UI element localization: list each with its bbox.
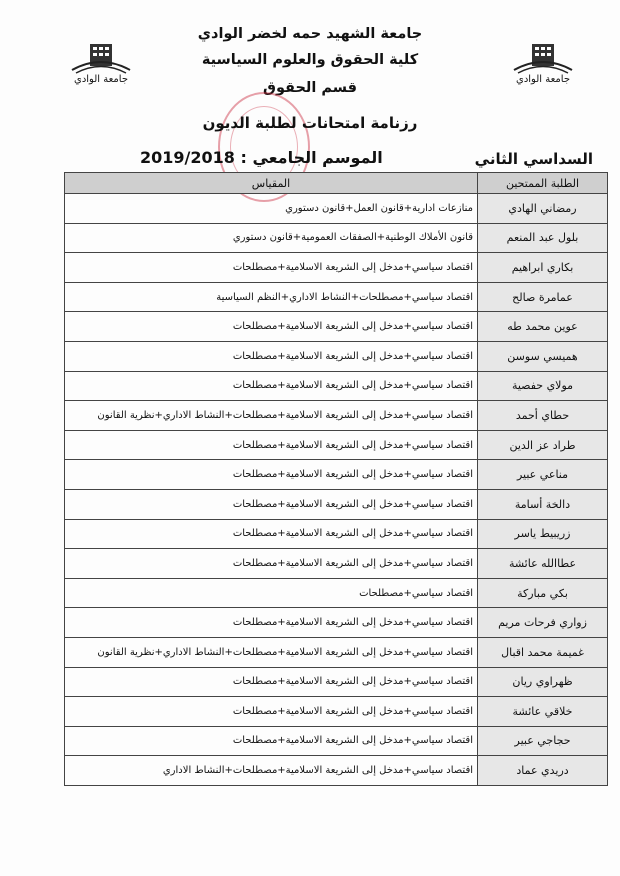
student-name: بكاري ابراهيم (478, 253, 608, 283)
table-header-row (65, 173, 608, 194)
table-row (65, 430, 608, 460)
subjects-cell: اقتصاد سياسي+مدخل إلى الشريعة الاسلامية+مصطلحات (65, 608, 478, 638)
student-name: مناعي عبير (478, 460, 608, 490)
student-name: هميسي سوسن (478, 341, 608, 371)
subjects-cell: اقتصاد سياسي+مدخل إلى الشريعة الاسلامية+مصطلحات+النشاط الاداري+نظرية القانون (65, 637, 478, 667)
faculty-name: كلية الحقوق والعلوم السياسية (201, 52, 419, 68)
student-name: زريبيط ياسر (478, 519, 608, 549)
department-name: قسم الحقوق (262, 80, 358, 96)
students-column-header: الطلبة الممتحين (478, 173, 608, 194)
table-row (65, 401, 608, 431)
subjects-cell: اقتصاد سياسي+مصطلحات (65, 578, 478, 608)
student-name: خلاقي عائشة (478, 697, 608, 727)
table-row (65, 460, 608, 490)
table-row (65, 371, 608, 401)
subjects-cell: اقتصاد سياسي+مدخل إلى الشريعة الاسلامية+مصطلحات+النشاط الاداري+نظرية القانون (65, 401, 478, 431)
table-row (65, 194, 608, 224)
subjects-cell: اقتصاد سياسي+مدخل إلى الشريعة الاسلامية+مصطلحات (65, 430, 478, 460)
subjects-cell: اقتصاد سياسي+مصطلحات+النشاط الاداري+النظم السياسية (65, 282, 478, 312)
student-name: ظهراوي ريان (478, 667, 608, 697)
table-row (65, 341, 608, 371)
subjects-cell: اقتصاد سياسي+مدخل إلى الشريعة الاسلامية+مصطلحات (65, 312, 478, 342)
table-row (65, 312, 608, 342)
university-name: جامعة الشهيد حمه لخضر الوادي (197, 26, 423, 42)
exam-schedule-table (64, 172, 608, 786)
subjects-cell: اقتصاد سياسي+مدخل إلى الشريعة الاسلامية+مصطلحات (65, 726, 478, 756)
student-name: حطاي أحمد (478, 401, 608, 431)
table-row (65, 756, 608, 786)
table-row (65, 519, 608, 549)
subjects-cell: قانون الأملاك الوطنية+الصفقات العمومية+قانون دستوري (65, 223, 478, 253)
subjects-cell: اقتصاد سياسي+مدخل إلى الشريعة الاسلامية+مصطلحات (65, 371, 478, 401)
student-name: عطاالله عائشة (478, 549, 608, 579)
student-name: مولاي حفصية (478, 371, 608, 401)
student-name: حجاجي عبير (478, 726, 608, 756)
semester-label: السداسي الثاني (474, 150, 593, 168)
subjects-cell: اقتصاد سياسي+مدخل إلى الشريعة الاسلامية+مصطلحات+النشاط الاداري (65, 756, 478, 786)
student-name: زواري فرحات مريم (478, 608, 608, 638)
table-row (65, 549, 608, 579)
table-row (65, 608, 608, 638)
logo-name: جامعة الوادي (74, 74, 128, 85)
table-row (65, 489, 608, 519)
student-name: غميمة محمد اقبال (478, 637, 608, 667)
subjects-column-header: المقياس (65, 173, 478, 194)
subjects-cell: اقتصاد سياسي+مدخل إلى الشريعة الاسلامية+مصطلحات (65, 489, 478, 519)
table-row (65, 223, 608, 253)
student-name: دريدي عماد (478, 756, 608, 786)
student-name: بكي مباركة (478, 578, 608, 608)
logo-name: جامعة الوادي (516, 74, 570, 85)
student-name: عمامرة صالح (478, 282, 608, 312)
subjects-cell: اقتصاد سياسي+مدخل إلى الشريعة الاسلامية+مصطلحات (65, 667, 478, 697)
student-name: عوين محمد طه (478, 312, 608, 342)
subjects-cell: منازعات ادارية+قانون العمل+قانون دستوري (65, 194, 478, 224)
subjects-cell: اقتصاد سياسي+مدخل إلى الشريعة الاسلامية+مصطلحات (65, 460, 478, 490)
academic-season: الموسم الجامعي : 2019/2018 (140, 148, 383, 167)
table-row (65, 578, 608, 608)
table-row (65, 697, 608, 727)
document-title: رزنامة امتحانات لطلبة الديون (202, 114, 418, 132)
student-name: رمضاني الهادي (478, 194, 608, 224)
student-name: بلول عبد المنعم (478, 223, 608, 253)
subjects-cell: اقتصاد سياسي+مدخل إلى الشريعة الاسلامية+مصطلحات (65, 253, 478, 283)
table-row (65, 637, 608, 667)
table-row (65, 667, 608, 697)
table-row (65, 282, 608, 312)
table-row (65, 726, 608, 756)
subjects-cell: اقتصاد سياسي+مدخل إلى الشريعة الاسلامية+مصطلحات (65, 697, 478, 727)
subjects-cell: اقتصاد سياسي+مدخل إلى الشريعة الاسلامية+مصطلحات (65, 519, 478, 549)
table-row (65, 253, 608, 283)
subjects-cell: اقتصاد سياسي+مدخل إلى الشريعة الاسلامية+مصطلحات (65, 341, 478, 371)
subjects-cell: اقتصاد سياسي+مدخل إلى الشريعة الاسلامية+مصطلحات (65, 549, 478, 579)
student-name: دالخة أسامة (478, 489, 608, 519)
student-name: طراد عز الدين (478, 430, 608, 460)
